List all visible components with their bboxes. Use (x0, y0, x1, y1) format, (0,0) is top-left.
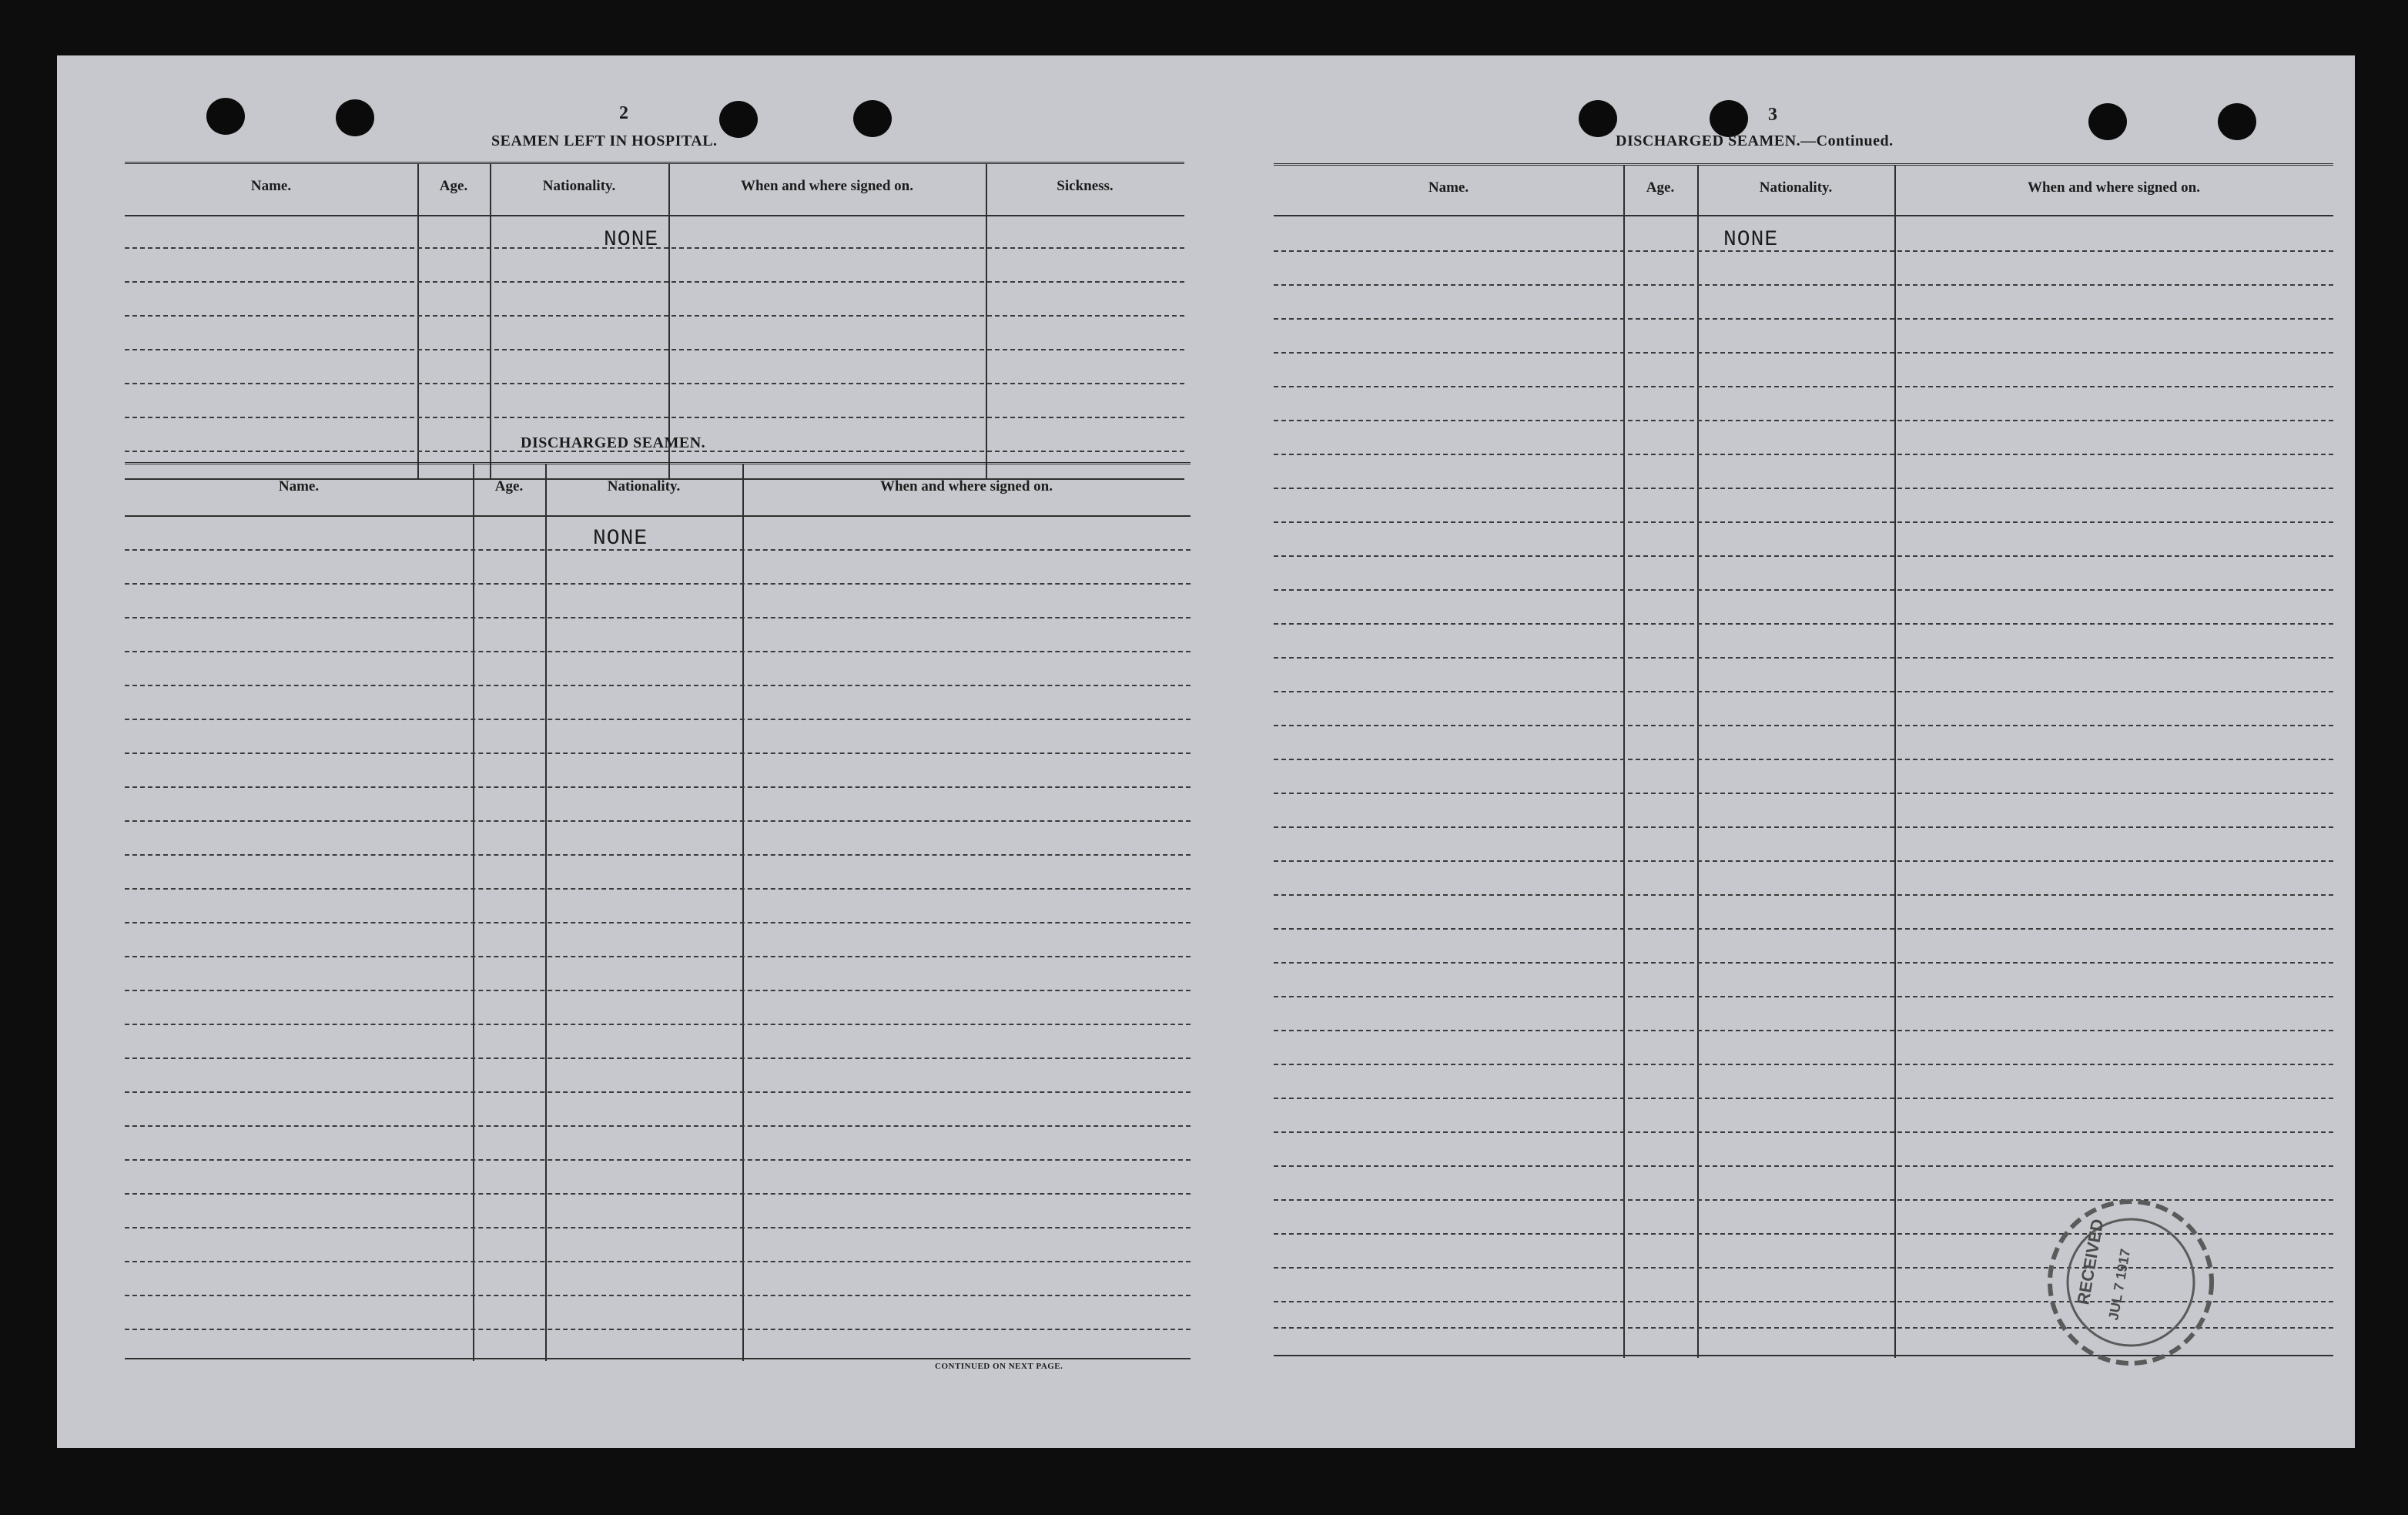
received-stamp (2042, 1194, 2219, 1371)
col-head-nationality: Nationality. (542, 178, 616, 194)
col-head-nationality: Nationality. (1759, 179, 1833, 196)
col-head-nationality: Nationality. (607, 478, 681, 494)
col-head-age: Age. (494, 478, 524, 494)
punch-hole (2088, 103, 2127, 140)
col-head-signed-on: When and where signed on. (740, 178, 913, 194)
col-head-age: Age. (1646, 179, 1675, 196)
punch-hole (336, 99, 374, 136)
hospital-table (125, 162, 1184, 480)
discharged-none-entry-left: NONE (593, 527, 648, 551)
discharged-table-right (1274, 163, 2333, 1358)
punch-hole (206, 98, 245, 135)
right-page-number: 3 (1768, 105, 1777, 125)
discharged-section-title-left: DISCHARGED SEAMEN. (521, 434, 706, 451)
stamp-date-text: JUL 7 1917 (2105, 1247, 2134, 1322)
discharged-section-title-right: DISCHARGED SEAMEN.—Continued. (1616, 132, 1894, 149)
stamp-received-text: RECEIVED (2073, 1217, 2108, 1306)
col-head-name: Name. (250, 178, 292, 194)
col-head-signed-on: When and where signed on. (2027, 179, 2200, 196)
punch-hole (1579, 100, 1617, 137)
hospital-section-title: SEAMEN LEFT IN HOSPITAL. (491, 132, 718, 149)
punch-hole (2218, 103, 2256, 140)
col-head-signed-on: When and where signed on. (879, 478, 1053, 494)
document-sheet (57, 55, 2355, 1448)
punch-hole (1710, 100, 1748, 137)
punch-hole (719, 101, 758, 138)
col-head-age: Age. (439, 178, 468, 194)
col-head-sickness: Sickness. (1057, 178, 1114, 194)
col-head-name: Name. (278, 478, 320, 494)
discharged-table-left (125, 462, 1191, 1361)
punch-hole (853, 100, 892, 137)
left-page-number: 2 (619, 103, 628, 123)
discharged-none-entry-right: NONE (1723, 228, 1779, 252)
col-head-name: Name. (1428, 179, 1469, 196)
continued-note: CONTINUED ON NEXT PAGE. (935, 1362, 1063, 1371)
hospital-none-entry: NONE (604, 228, 659, 252)
